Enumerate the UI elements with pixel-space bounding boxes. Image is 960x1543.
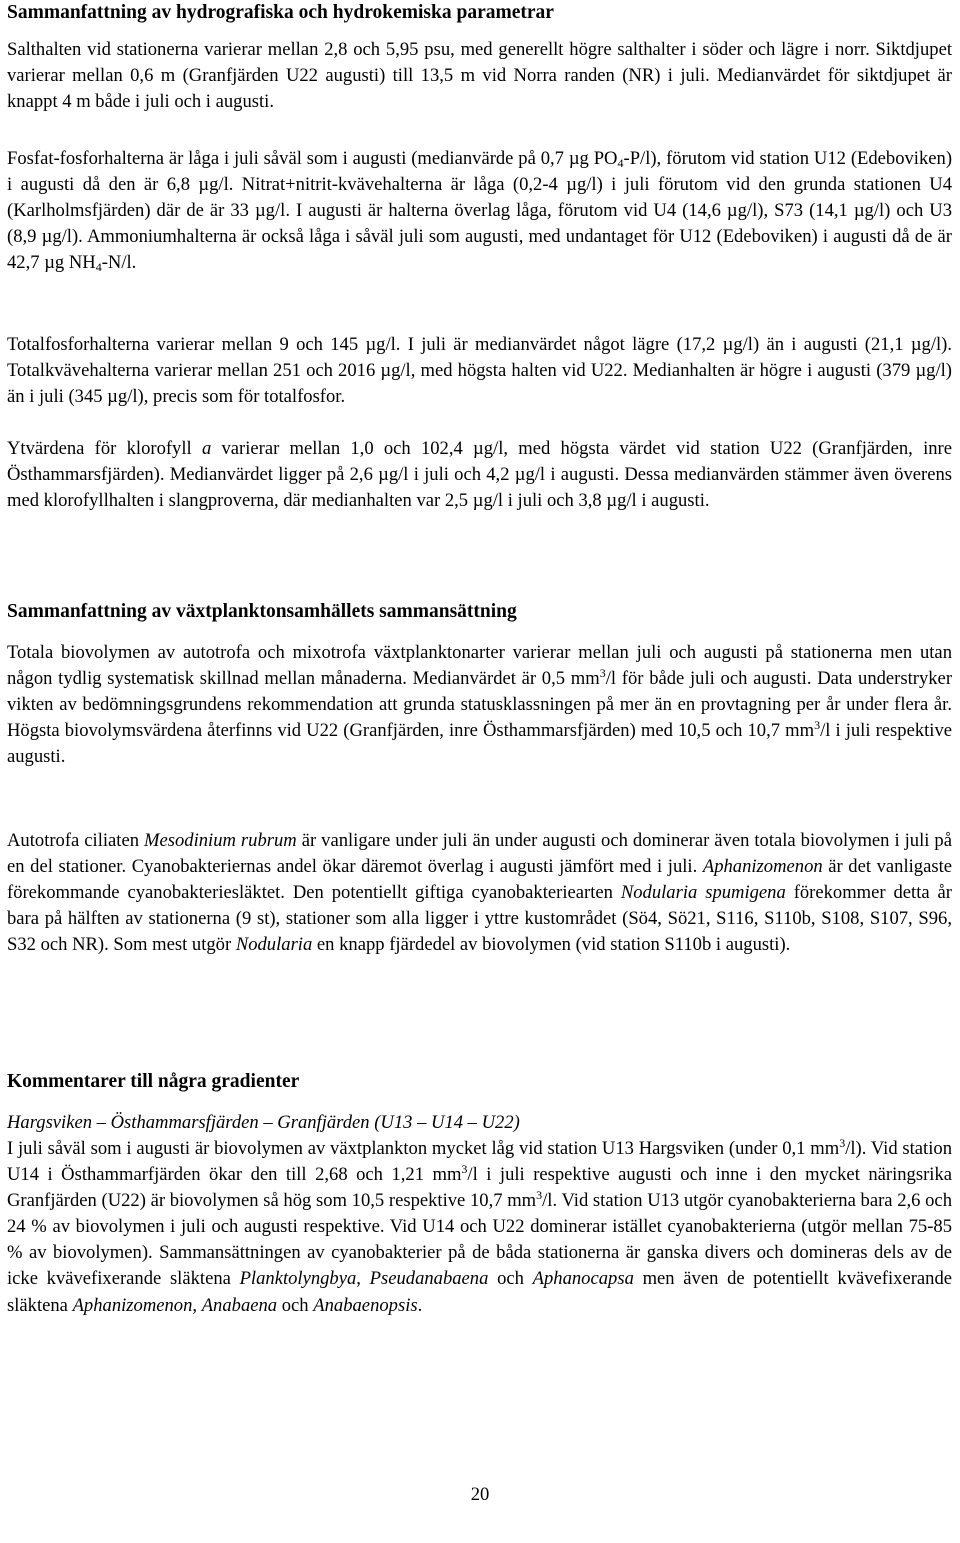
subscript: 4 — [95, 260, 102, 275]
text-run: /l för både juli och augusti. Data understryker vikten av bedömningsgrundens rekommendation att grunda statusklassningen på mer än en provtagning per år under flera år. Högsta biovolymsvärdena återfinns vid U22 (Granfjärden, inre Östhammarsfjärden) med 10,5 och 10,7 mm — [7, 668, 953, 742]
paragraph-nutrients — [7, 146, 952, 276]
italic-text: Anabaena — [201, 1294, 278, 1316]
text-run: I juli såväl som i augusti är biovolymen av växtplankton mycket låg vid station U13 Hargsviken (under 0,1 mm — [7, 1138, 840, 1159]
italic-text: Planktolyngbya — [239, 1268, 357, 1290]
subheading-gradient: Hargsviken – Östhammarsfjärden – Granfjärden (U13 – U14 – U22) — [7, 1112, 520, 1133]
subscript: 4 — [617, 156, 624, 170]
italic-text: Anabaenopsis — [313, 1294, 418, 1316]
text-run: Ytvärdena för klorofyll — [7, 438, 202, 459]
paragraph-gradient-details — [7, 1136, 952, 1319]
section-heading-plankton: Sammanfattning av växtplanktonsamhällets sammansättning — [7, 601, 517, 622]
text-run: , — [192, 1294, 202, 1316]
paragraph-chlorophyll — [7, 436, 952, 514]
text-run: förekommer detta år bara på hälften av stationerna (9 st), stationer som alla ligger i yttre kustområdet (Sö4, Sö21, S116, S110b, S108, S107, S96, S32 och NR). Som mest utgör — [7, 882, 952, 956]
italic-text: Mesodinium rubrum — [144, 830, 297, 851]
text-run: /l. Vid station U13 utgör cyanobakterierna bara 2,6 och 24 % av biovolymen i juli och augusti respektive. Vid U14 och U22 dominerar istället cyanobakterierna (utgör mellan 75-85 % av biovolymen). Sammansättningen av cyanobakterier på de båda stationerna är ganska divers och domineras dels av de icke kvävefixerande släktena — [7, 1190, 952, 1290]
italic-text: Nodularia — [235, 934, 313, 956]
text-run: varierar mellan 1,0 och 102,4 µg/l, med högsta värdet vid station U22 (Granfjärden, inre Östhammarsfjärden). Medianvärdet ligger på 2,6 µg/l i juli och 4,2 µg/l i augusti. Dessa medianvärden stämmer även överens med klorofyllhalten i slangproverna, där medianhalten var 2,5 µg/l i juli och 3,8 µg/l i augusti. — [7, 438, 952, 512]
paragraph-salinity: Salthalten vid stationerna varierar mellan 2,8 och 5,95 psu, med generellt högre salthalter i söder och lägre i norr. Siktdjupet varierar mellan 0,6 m (Granfjärden U22 augusti) till 13,5 m vid Norra randen (NR) i juli. Medianvärdet för siktdjupet är knappt 4 m både i juli och i augusti. — [7, 39, 952, 113]
text-run: Fosfat-fosforhalterna är låga i juli såväl som i augusti (medianvärde på 0,7 µg PO — [7, 148, 618, 169]
superscript: 3 — [536, 1188, 543, 1203]
page-number: 20 — [470, 1484, 490, 1505]
text-run: . — [417, 1294, 423, 1316]
italic-text: Aphanizomenon — [702, 856, 823, 878]
text-run: Autotrofa ciliaten — [7, 830, 144, 851]
text-run: /l i juli respektive augusti och inne i den mycket näringsrika Granfjärden (U22) är biovolymen så hög som 10,5 respektive 10,7 mm — [7, 1164, 952, 1212]
text-run: en knapp fjärdedel av biovolymen (vid station S110b i augusti). — [312, 934, 791, 956]
italic-text: a — [201, 438, 212, 459]
text-run: -N/l. — [101, 252, 137, 274]
text-run: men även de potentiellt kvävefixerande släktena — [7, 1268, 952, 1316]
superscript: 3 — [814, 718, 821, 733]
text-run: /l i juli respektive augusti. — [7, 720, 952, 768]
text-run: , — [356, 1268, 370, 1290]
paragraph-cyanobacteria — [7, 828, 952, 958]
text-run: Totala biovolymen av autotrofa och mixotrofa växtplanktonarter varierar mellan juli och augusti på stationerna men utan någon tydlig systematisk skillnad mellan månaderna. Medianvärdet är 0,5 mm — [7, 642, 952, 690]
italic-text: Aphanocapsa — [532, 1268, 634, 1290]
text-run: -P/l), förutom vid station U12 (Edeboviken) i augusti då den är 6,8 µg/l. Nitrat+nitrit-kvävehalterna är låga (0,2-4 µg/l) i juli förutom vid den grunda stationen U4 (Karlholmsfjärden) där de är 33 µg/l. I augusti är halterna överlag låga, förutom vid U4 (14,6 µg/l), S73 (14,1 µg/l) och U3 (8,9 µg/l). Ammoniumhalterna är också låga i såväl juli som augusti, med undantaget för U12 (Edeboviken) i augusti då de är 42,7 µg NH — [7, 148, 953, 274]
italic-text: Nodularia spumigena — [620, 882, 786, 904]
italic-text: Aphanizomenon — [72, 1294, 193, 1316]
superscript: 3 — [461, 1162, 468, 1177]
superscript: 3 — [839, 1136, 846, 1150]
superscript: 3 — [599, 666, 606, 681]
text-run: är det vanligaste förekommande cyanobakteriesläktet. Den potentiellt giftiga cyanobakteriearten — [7, 856, 952, 904]
text-run: och — [277, 1294, 314, 1316]
text-run: är vanligare under juli än under augusti och dominerar även totala biovolymen i juli på en del stationer. Cyanobakteriernas andel ökar däremot överlag i augusti jämfört med i juli. — [7, 830, 952, 878]
italic-text: Pseudanabaena — [369, 1268, 489, 1290]
text-run: /l). Vid station U14 i Östhammarfjärden ökar den till 2,68 och 1,21 mm — [7, 1138, 952, 1186]
section-heading-gradients: Kommentarer till några gradienter — [7, 1071, 300, 1092]
paragraph-biovolume — [7, 640, 952, 770]
paragraph-totals: Totalfosforhalterna varierar mellan 9 och 145 µg/l. I juli är medianvärdet något lägre (17,2 µg/l) än i augusti (21,1 µg/l). Totalkvävehalterna varierar mellan 251 och 2016 µg/l, med högsta halten vid U22. Medianhalten är högre i augusti (379 µg/l) än i juli (345 µg/l), precis som för totalfosfor. — [7, 334, 952, 408]
section-heading-hydro: Sammanfattning av hydrografiska och hydrokemiska parametrar — [7, 2, 554, 23]
text-run: och — [488, 1268, 533, 1290]
